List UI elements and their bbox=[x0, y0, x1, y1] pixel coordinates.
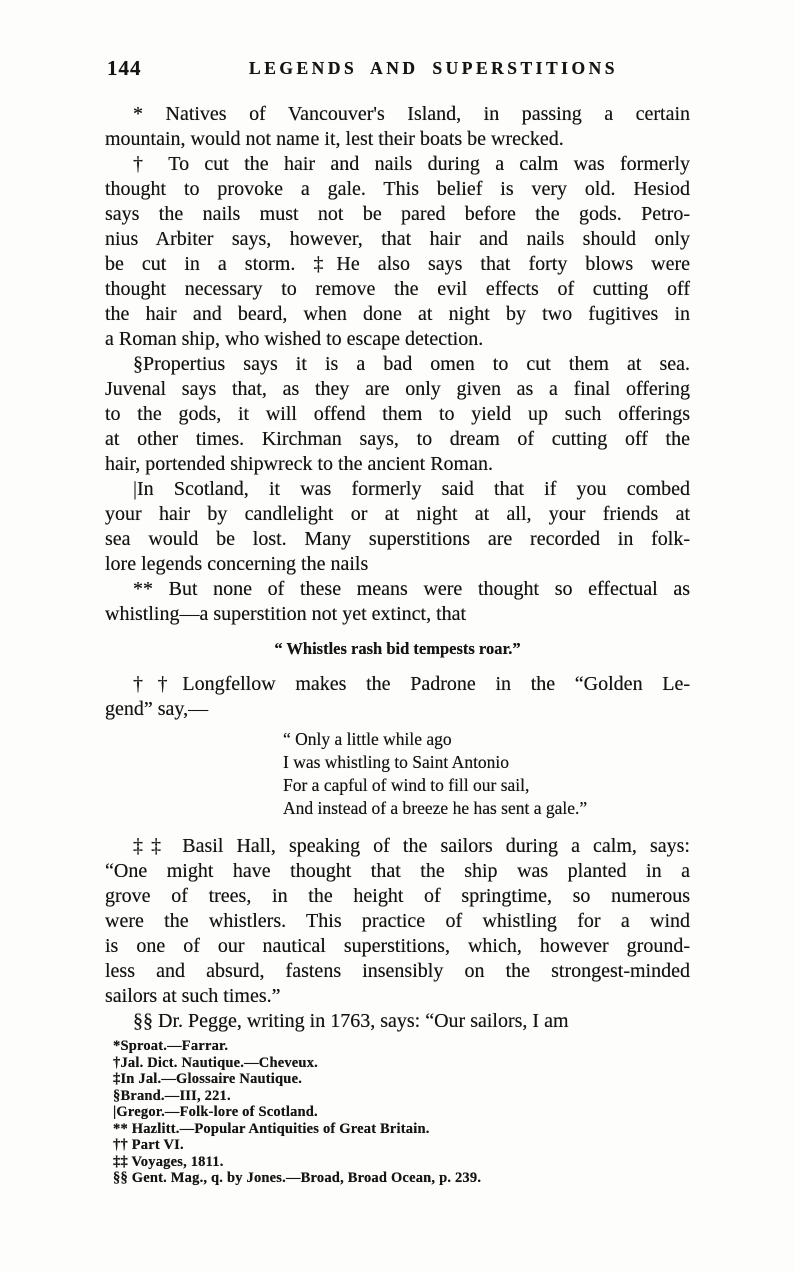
body-paragraph bbox=[105, 577, 690, 627]
body-paragraph bbox=[105, 477, 690, 577]
para-text-line: be cut in a storm. ‡He also says that forty blows were bbox=[105, 253, 690, 275]
para-text-line: † To cut the hair and nails during a calm was formerly bbox=[133, 153, 690, 175]
quote-text-line: “ Whistles rash bid tempests roar.” bbox=[274, 639, 521, 658]
para-text-line: mountain, would not name it, lest their boats be wrecked. bbox=[105, 128, 564, 150]
para-text-line: hair, portended shipwreck to the ancient Roman. bbox=[105, 453, 493, 475]
page-number: 144 bbox=[107, 56, 142, 80]
para-text-line: the hair and beard, when done at night by two fugitives in bbox=[105, 303, 690, 325]
body-paragraph bbox=[105, 834, 690, 1009]
para-text-line: says the nails must not be pared before the gods. Petro- bbox=[105, 203, 690, 225]
footnote-line: |Gregor.—Folk-lore of Scotland. bbox=[113, 1104, 318, 1120]
para-text-line: |In Scotland, it was formerly said that if you combed bbox=[133, 478, 690, 500]
para-text-line: is one of our nautical superstitions, which, however ground- bbox=[105, 935, 690, 957]
para-text-line: thought to provoke a gale. This belief is very old. Hesiod bbox=[105, 178, 690, 200]
para-text-line: ††Longfellow makes the Padrone in the “Golden Le- bbox=[133, 673, 690, 695]
quote-block bbox=[105, 638, 690, 659]
footnotes bbox=[113, 1038, 683, 1187]
para-text-line: your hair by candlelight or at night at all, your friends at bbox=[105, 503, 690, 525]
para-text-line: gend” say,— bbox=[105, 698, 209, 720]
body-paragraph bbox=[105, 152, 690, 352]
para-text-line: ‡‡ Basil Hall, speaking of the sailors during a calm, says: bbox=[133, 835, 690, 857]
body-paragraph bbox=[105, 102, 690, 152]
para-text-line: lore legends concerning the nails bbox=[105, 553, 369, 575]
para-text-line: thought necessary to remove the evil effects of cutting off bbox=[105, 278, 690, 300]
para-text-line: sea would be lost. Many superstitions are recorded in folk- bbox=[105, 528, 690, 550]
body-paragraph bbox=[105, 1009, 690, 1034]
footnote-line: ‡In Jal.—Glossaire Nautique. bbox=[113, 1071, 303, 1087]
para-text-line: sailors at such times.” bbox=[105, 985, 281, 1007]
body-paragraph bbox=[105, 352, 690, 477]
verse-text-line: And instead of a breeze he has sent a gale.” bbox=[283, 798, 588, 818]
footnote-line: †Jal. Dict. Nautique.—Cheveux. bbox=[113, 1054, 318, 1071]
running-head bbox=[105, 56, 690, 82]
para-text-line: §§ Dr. Pegge, writing in 1763, says: “Our sailors, I am bbox=[133, 1010, 569, 1032]
footnote-line: §§ Gent. Mag., q. by Jones.—Broad, Broad Ocean, p. 239. bbox=[113, 1170, 482, 1186]
body-text bbox=[105, 102, 690, 1034]
para-text-line: ** But none of these means were thought so effectual as bbox=[133, 578, 690, 600]
para-text-line: were the whistlers. This practice of whistling for a wind bbox=[105, 910, 690, 932]
footnote-line: ** Hazlitt.—Popular Antiquities of Great Britain. bbox=[113, 1120, 430, 1137]
page-title: LEGENDS AND SUPERSTITIONS bbox=[249, 58, 618, 78]
para-text-line: whistling—a superstition not yet extinct, that bbox=[105, 603, 467, 625]
verse-text-line: I was whistling to Saint Antonio bbox=[283, 752, 510, 772]
para-text-line: §Propertius says it is a bad omen to cut them at sea. bbox=[133, 353, 690, 375]
para-text-line: * Natives of Vancouver's Island, in passing a certain bbox=[133, 103, 690, 125]
para-text-line: to the gods, it will offend them to yield up such offerings bbox=[105, 403, 690, 425]
footnote-line: ‡‡ Voyages, 1811. bbox=[113, 1153, 224, 1170]
body-paragraph bbox=[105, 672, 690, 722]
verse-text-line: “ Only a little while ago bbox=[283, 729, 452, 749]
para-text-line: “One might have thought that the ship was planted in a bbox=[105, 860, 690, 882]
verse-text-line: For a capful of wind to fill our sail, bbox=[283, 775, 530, 795]
footnote-line: †† Part VI. bbox=[113, 1137, 184, 1153]
para-text-line: Juvenal says that, as they are only given as a final offering bbox=[105, 378, 690, 400]
verse-block bbox=[283, 728, 690, 820]
para-text-line: grove of trees, in the height of springtime, so numerous bbox=[105, 885, 690, 907]
para-text-line: less and absurd, fastens insensibly on the strongest-minded bbox=[105, 960, 690, 982]
footnote-line: §Brand.—III, 221. bbox=[113, 1087, 231, 1104]
para-text-line: a Roman ship, who wished to escape detection. bbox=[105, 328, 484, 350]
para-text-line: at other times. Kirchman says, to dream of cutting off the bbox=[105, 428, 690, 450]
footnote-line: *Sproat.—Farrar. bbox=[113, 1038, 229, 1054]
para-text-line: nius Arbiter says, however, that hair and nails should only bbox=[105, 228, 690, 250]
